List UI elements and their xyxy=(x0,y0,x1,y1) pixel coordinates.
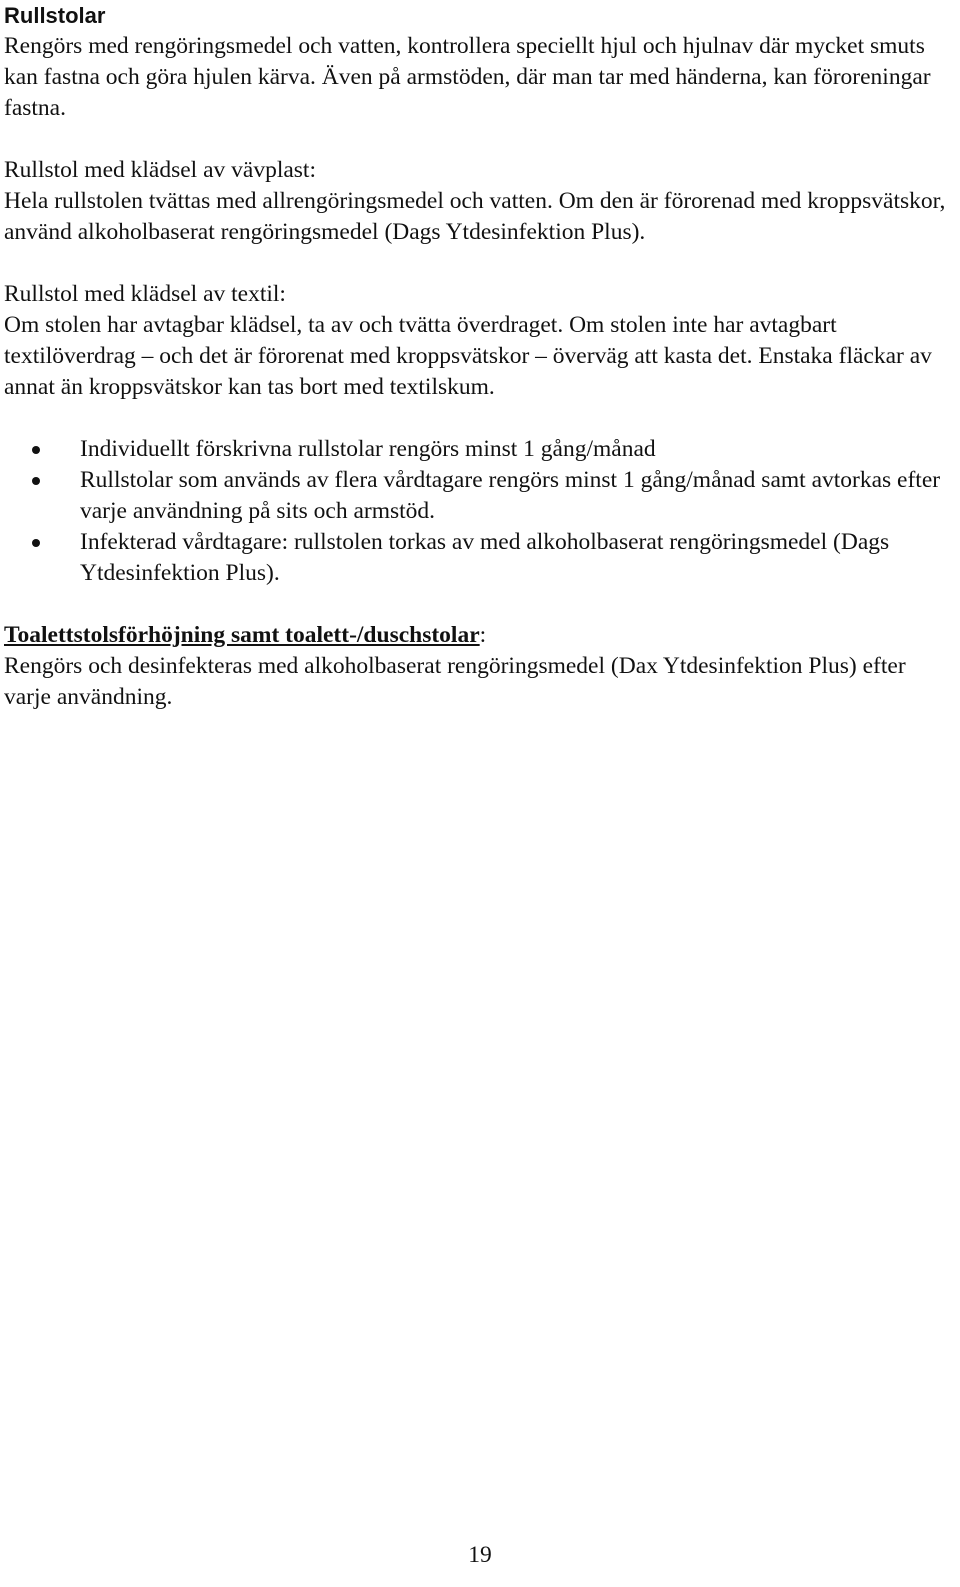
section-title-rullstolar: Rullstolar xyxy=(4,3,106,28)
document-content xyxy=(4,0,949,713)
spacer xyxy=(4,403,949,434)
list-item-text: Individuellt förskrivna rullstolar rengörs minst 1 gång/månad xyxy=(80,436,656,462)
list-item xyxy=(4,434,949,465)
list-item xyxy=(4,465,949,527)
list-item xyxy=(4,527,949,589)
bullet-icon xyxy=(32,477,40,485)
spacer xyxy=(4,589,949,620)
subheading-textil: Rullstol med klädsel av textil: xyxy=(4,281,286,307)
toalett-heading-line xyxy=(4,620,949,651)
spacer xyxy=(4,248,949,279)
bullet-list xyxy=(4,434,949,589)
paragraph-toalett: Rengörs och desinfekteras med alkoholbaserat rengöringsmedel (Dax Ytdesinfektion Plus) efter varje användning. xyxy=(4,653,906,710)
list-item-text: Rullstolar som används av flera vårdtagare rengörs minst 1 gång/månad samt avtorkas efter varje användning på sits och armstöd. xyxy=(80,467,941,524)
list-item-text: Infekterad vårdtagare: rullstolen torkas av med alkoholbaserat rengöringsmedel (Dags Ytdesinfektion Plus). xyxy=(80,529,890,586)
page-number: 19 xyxy=(468,1542,492,1568)
paragraph-textil: Om stolen har avtagbar klädsel, ta av och tvätta överdraget. Om stolen inte har avtagbart textilöverdrag – och det är förorenat med kroppsvätskor – överväg att kasta det. Enstaka fläckar av annat än kroppsvätskor kan tas bort med textilskum. xyxy=(4,312,932,400)
intro-paragraph: Rengörs med rengöringsmedel och vatten, kontrollera speciellt hjul och hjulnav där mycket smuts kan fastna och göra hjulen kärva. Även på armstöden, där man tar med händerna, kan föroreningar fastna. xyxy=(4,33,931,121)
paragraph-vavplast: Hela rullstolen tvättas med allrengöringsmedel och vatten. Om den är förorenad med kroppsvätskor, använd alkoholbaserat rengöringsmedel (Dags Ytdesinfektion Plus). xyxy=(4,188,946,245)
subheading-vavplast: Rullstol med klädsel av vävplast: xyxy=(4,157,316,183)
section-title-toalett: Toalettstolsförhöjning samt toalett-/duschstolar xyxy=(4,622,480,648)
heading-colon: : xyxy=(479,622,487,648)
bullet-icon xyxy=(32,539,40,547)
bullet-icon xyxy=(32,446,40,454)
spacer xyxy=(4,124,949,155)
